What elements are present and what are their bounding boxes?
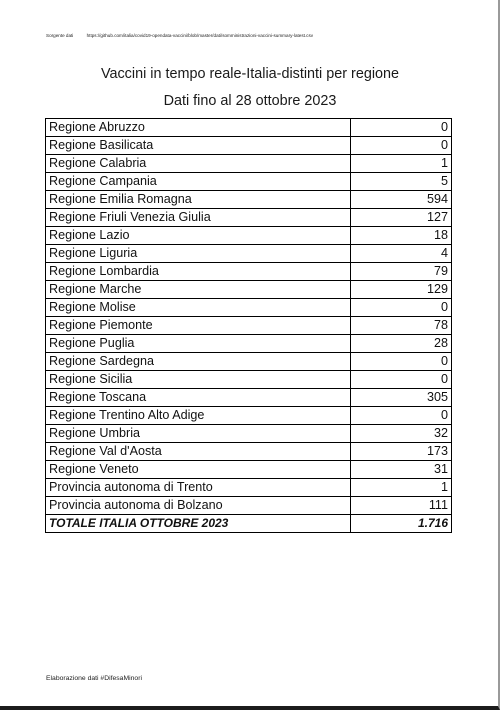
- vaccine-count: 594: [351, 191, 452, 209]
- table-row: [46, 443, 452, 461]
- region-name: Regione Abruzzo: [46, 119, 351, 137]
- vaccine-count: 129: [351, 281, 452, 299]
- page-subtitle: Dati fino al 28 ottobre 2023: [163, 93, 337, 109]
- region-name: Regione Emilia Romagna: [46, 191, 351, 209]
- region-name: Regione Umbria: [46, 425, 351, 443]
- region-name: Regione Sardegna: [46, 353, 351, 371]
- total-label: TOTALE ITALIA OTTOBRE 2023: [46, 515, 351, 533]
- region-name: Regione Molise: [46, 299, 351, 317]
- region-name: Regione Trentino Alto Adige: [46, 407, 351, 425]
- source-line: [46, 33, 313, 38]
- table-row: [46, 209, 452, 227]
- region-name: Regione Marche: [46, 281, 351, 299]
- vaccine-table: [45, 118, 452, 533]
- table-row: [46, 299, 452, 317]
- table-row: [46, 371, 452, 389]
- vaccine-count: 0: [351, 407, 452, 425]
- region-name: Regione Toscana: [46, 389, 351, 407]
- table-row: [46, 425, 452, 443]
- vaccine-count: 31: [351, 461, 452, 479]
- region-name: Regione Veneto: [46, 461, 351, 479]
- vaccine-count: 0: [351, 371, 452, 389]
- vaccine-count: 32: [351, 425, 452, 443]
- table-row: [46, 245, 452, 263]
- table-row: [46, 389, 452, 407]
- table-row: [46, 479, 452, 497]
- table-row: [46, 263, 452, 281]
- vaccine-count: 5: [351, 173, 452, 191]
- table-row: [46, 173, 452, 191]
- vaccine-count: 0: [351, 353, 452, 371]
- region-name: Regione Sicilia: [46, 371, 351, 389]
- table-row: [46, 137, 452, 155]
- source-url[interactable]: https://github.com/italia/covid19-opendata-vaccini/blob/master/dati/somministrazioni-vaccini-summary-latest.csv: [86, 33, 314, 38]
- region-name: Regione Calabria: [46, 155, 351, 173]
- region-name: Regione Lazio: [46, 227, 351, 245]
- vaccine-count: 78: [351, 317, 452, 335]
- region-name: Regione Lombardia: [46, 263, 351, 281]
- table-row: [46, 407, 452, 425]
- region-name: Regione Friuli Venezia Giulia: [46, 209, 351, 227]
- table-row: [46, 317, 452, 335]
- vaccine-count: 305: [351, 389, 452, 407]
- vaccine-count: 127: [351, 209, 452, 227]
- region-name: Regione Liguria: [46, 245, 351, 263]
- vaccine-count: 18: [351, 227, 452, 245]
- table-row: [46, 461, 452, 479]
- table-body: [46, 119, 452, 533]
- total-row: [46, 515, 452, 533]
- region-name: Regione Basilicata: [46, 137, 351, 155]
- source-label: Sorgente dati: [46, 33, 74, 38]
- table-row: [46, 119, 452, 137]
- vaccine-count: 4: [351, 245, 452, 263]
- table-row: [46, 335, 452, 353]
- footer-note: Elaborazione dati #DifesaMinori: [46, 675, 142, 682]
- table-row: [46, 227, 452, 245]
- table-row: [46, 497, 452, 515]
- vaccine-count: 0: [351, 299, 452, 317]
- table-row: [46, 353, 452, 371]
- vaccine-count: 111: [351, 497, 452, 515]
- region-name: Regione Campania: [46, 173, 351, 191]
- region-name: Regione Piemonte: [46, 317, 351, 335]
- vaccine-count: 79: [351, 263, 452, 281]
- total-value: 1.716: [351, 515, 452, 533]
- vaccine-count: 173: [351, 443, 452, 461]
- region-name: Provincia autonoma di Bolzano: [46, 497, 351, 515]
- region-name: Provincia autonoma di Trento: [46, 479, 351, 497]
- vaccine-count: 0: [351, 119, 452, 137]
- region-name: Regione Puglia: [46, 335, 351, 353]
- vaccine-count: 1: [351, 155, 452, 173]
- region-name: Regione Val d'Aosta: [46, 443, 351, 461]
- page-title: Vaccini in tempo reale-Italia-distinti per regione: [100, 66, 400, 82]
- vaccine-count: 1: [351, 479, 452, 497]
- table-row: [46, 281, 452, 299]
- vaccine-count: 0: [351, 137, 452, 155]
- table-row: [46, 155, 452, 173]
- table-row: [46, 191, 452, 209]
- vaccine-count: 28: [351, 335, 452, 353]
